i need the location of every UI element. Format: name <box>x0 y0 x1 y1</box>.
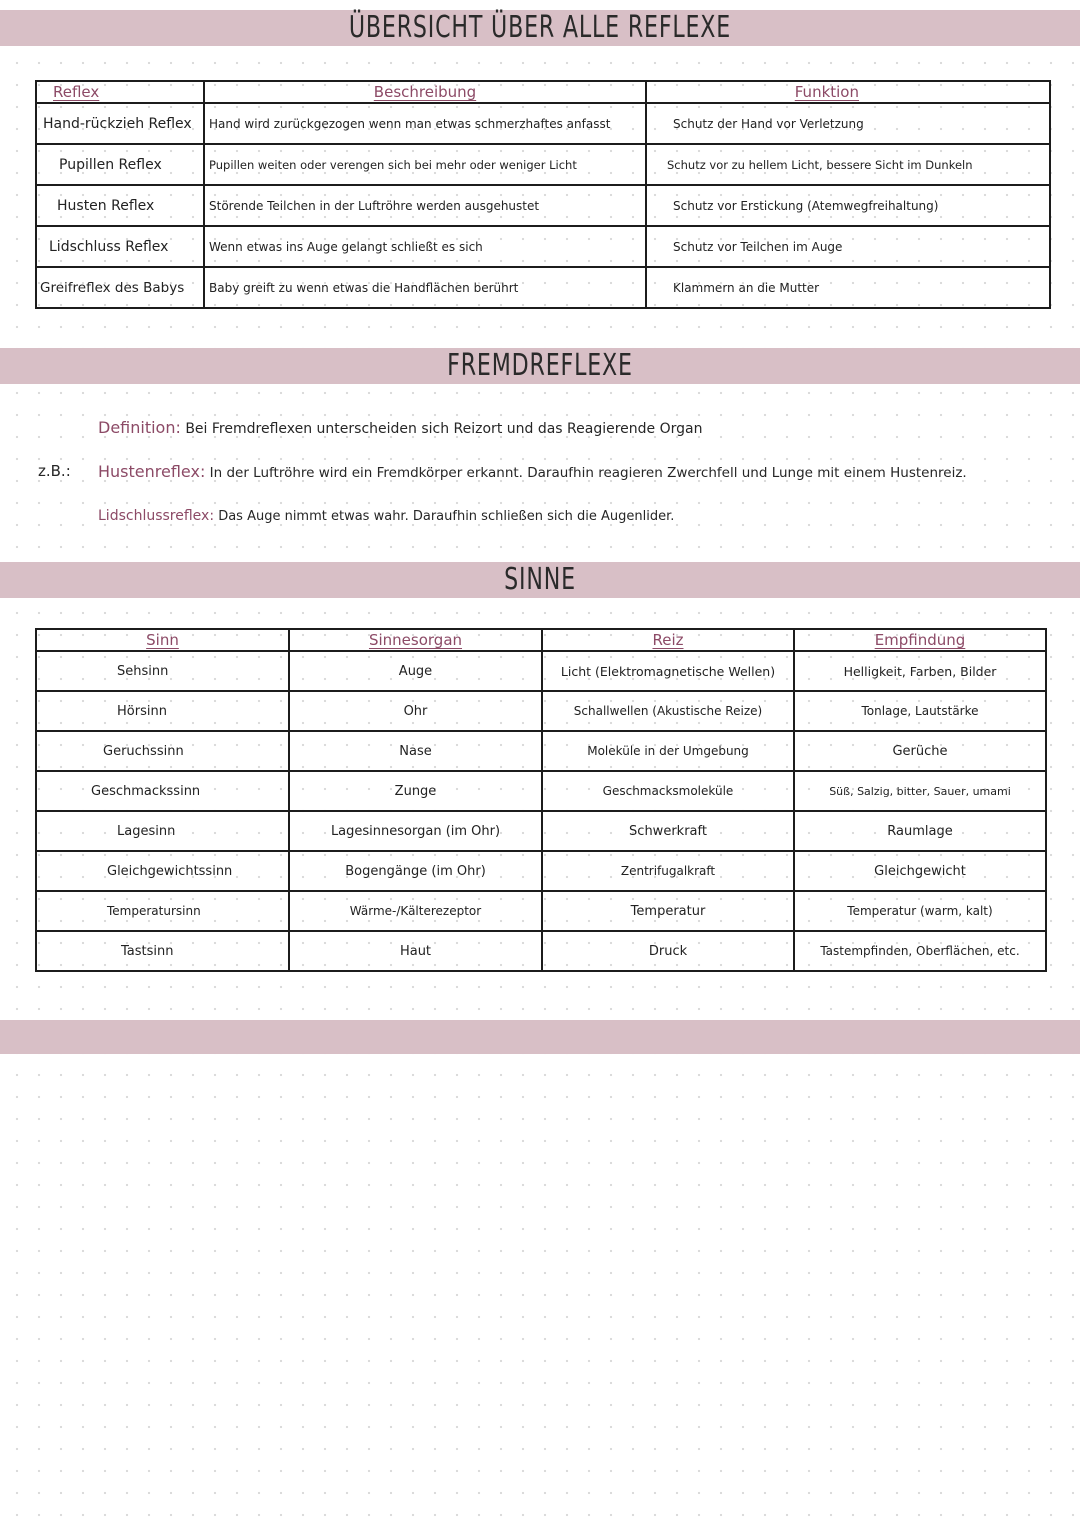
sense-name: Gleichgewichtssinn <box>36 851 289 891</box>
sense-perception: Gleichgewicht <box>794 851 1046 891</box>
column-header-reiz: Reiz <box>542 629 794 651</box>
example-label-husten: Hustenreflex: <box>98 462 206 481</box>
sense-perception: Gerüche <box>794 731 1046 771</box>
sense-perception: Temperatur (warm, kalt) <box>794 891 1046 931</box>
table-row <box>36 651 1046 691</box>
table-row <box>36 851 1046 891</box>
sense-stimulus: Druck <box>542 931 794 971</box>
sense-name: Tastsinn <box>36 931 289 971</box>
sense-name: Geruchssinn <box>36 731 289 771</box>
reflex-function: Klammern an die Mutter <box>646 267 1050 308</box>
example-label-lidschluss: Lidschlussreflex: <box>98 508 215 524</box>
sense-stimulus: Zentrifugalkraft <box>542 851 794 891</box>
sense-organ: Nase <box>289 731 542 771</box>
column-header-sinn: Sinn <box>36 629 289 651</box>
column-header-sinnesorgan: Sinnesorgan <box>289 629 542 651</box>
sense-perception: Tastempfinden, Oberflächen, etc. <box>794 931 1046 971</box>
table-row <box>36 691 1046 731</box>
sense-organ: Bogengänge (im Ohr) <box>289 851 542 891</box>
table-row <box>36 731 1046 771</box>
example-prefix: z.B.: <box>38 462 71 480</box>
sense-stimulus: Licht (Elektromagnetische Wellen) <box>542 651 794 691</box>
sense-perception: Tonlage, Lautstärke <box>794 691 1046 731</box>
reflex-description: Wenn etwas ins Auge gelangt schließt es sich <box>204 226 646 267</box>
reflex-function: Schutz vor Erstickung (Atemwegfreihaltung) <box>646 185 1050 226</box>
sense-perception: Helligkeit, Farben, Bilder <box>794 651 1046 691</box>
example-line-husten <box>98 462 967 481</box>
definition-text: Bei Fremdreflexen unterscheiden sich Reizort und das Reagierende Organ <box>185 421 703 437</box>
column-header-reflex: Reflex <box>36 81 204 103</box>
table-row <box>36 891 1046 931</box>
senses-table <box>35 628 1047 972</box>
sense-organ: Zunge <box>289 771 542 811</box>
example-line-lidschluss <box>98 508 674 524</box>
table-row <box>36 144 1050 185</box>
reflex-name: Pupillen Reflex <box>36 144 204 185</box>
reflex-name: Husten Reflex <box>36 185 204 226</box>
table-row <box>36 103 1050 144</box>
sense-perception: Raumlage <box>794 811 1046 851</box>
sense-organ: Lagesinnesorgan (im Ohr) <box>289 811 542 851</box>
definition-label: Definition: <box>98 418 181 437</box>
table-row <box>36 931 1046 971</box>
reflexe-title: ÜBERSICHT ÜBER ALLE REFLEXE <box>348 10 732 45</box>
sense-perception: Süß, Salzig, bitter, Sauer, umami <box>794 771 1046 811</box>
definition-line <box>98 418 702 437</box>
senses-table-header <box>36 629 1046 651</box>
sense-name: Sehsinn <box>36 651 289 691</box>
reflex-description: Störende Teilchen in der Luftröhre werden ausgehustet <box>204 185 646 226</box>
sense-name: Hörsinn <box>36 691 289 731</box>
fremdreflexe-title: FREMDREFLEXE <box>447 348 633 383</box>
reflex-name: Greifreflex des Babys <box>36 267 204 308</box>
sense-organ: Auge <box>289 651 542 691</box>
example-text-lidschluss: Das Auge nimmt etwas wahr. Daraufhin schließen sich die Augenlider. <box>218 509 675 524</box>
sense-organ: Ohr <box>289 691 542 731</box>
reflex-function: Schutz vor Teilchen im Auge <box>646 226 1050 267</box>
sense-name: Geschmackssinn <box>36 771 289 811</box>
sense-stimulus: Schwerkraft <box>542 811 794 851</box>
sense-name: Lagesinn <box>36 811 289 851</box>
column-header-beschreibung: Beschreibung <box>204 81 646 103</box>
reflex-description: Baby greift zu wenn etwas die Handflächen berührt <box>204 267 646 308</box>
reflex-table <box>35 80 1051 309</box>
table-row <box>36 185 1050 226</box>
table-row <box>36 811 1046 851</box>
sense-stimulus: Temperatur <box>542 891 794 931</box>
sense-stimulus: Geschmacksmoleküle <box>542 771 794 811</box>
column-header-empfindung: Empfindung <box>794 629 1046 651</box>
reflex-name: Hand-rückzieh Reflex <box>36 103 204 144</box>
table-row <box>36 771 1046 811</box>
table-row <box>36 267 1050 308</box>
reflex-function: Schutz vor zu hellem Licht, bessere Sicht im Dunkeln <box>646 144 1050 185</box>
sense-organ: Wärme-/Kälterezeptor <box>289 891 542 931</box>
reflex-function: Schutz der Hand vor Verletzung <box>646 103 1050 144</box>
sense-organ: Haut <box>289 931 542 971</box>
reflex-name: Lidschluss Reflex <box>36 226 204 267</box>
sense-stimulus: Schallwellen (Akustische Reize) <box>542 691 794 731</box>
reflex-description: Hand wird zurückgezogen wenn man etwas schmerzhaftes anfasst <box>204 103 646 144</box>
sinne-title: SINNE <box>504 562 576 597</box>
sense-name: Temperatursinn <box>36 891 289 931</box>
reflex-table-header <box>36 81 1050 103</box>
reflex-description: Pupillen weiten oder verengen sich bei mehr oder weniger Licht <box>204 144 646 185</box>
bottom-band <box>0 1020 1080 1054</box>
sense-stimulus: Moleküle in der Umgebung <box>542 731 794 771</box>
example-text-husten: In der Luftröhre wird ein Fremdkörper erkannt. Daraufhin reagieren Zwerchfell und Lunge mit einem Hustenreiz. <box>209 465 967 481</box>
column-header-funktion: Funktion <box>646 81 1050 103</box>
table-row <box>36 226 1050 267</box>
